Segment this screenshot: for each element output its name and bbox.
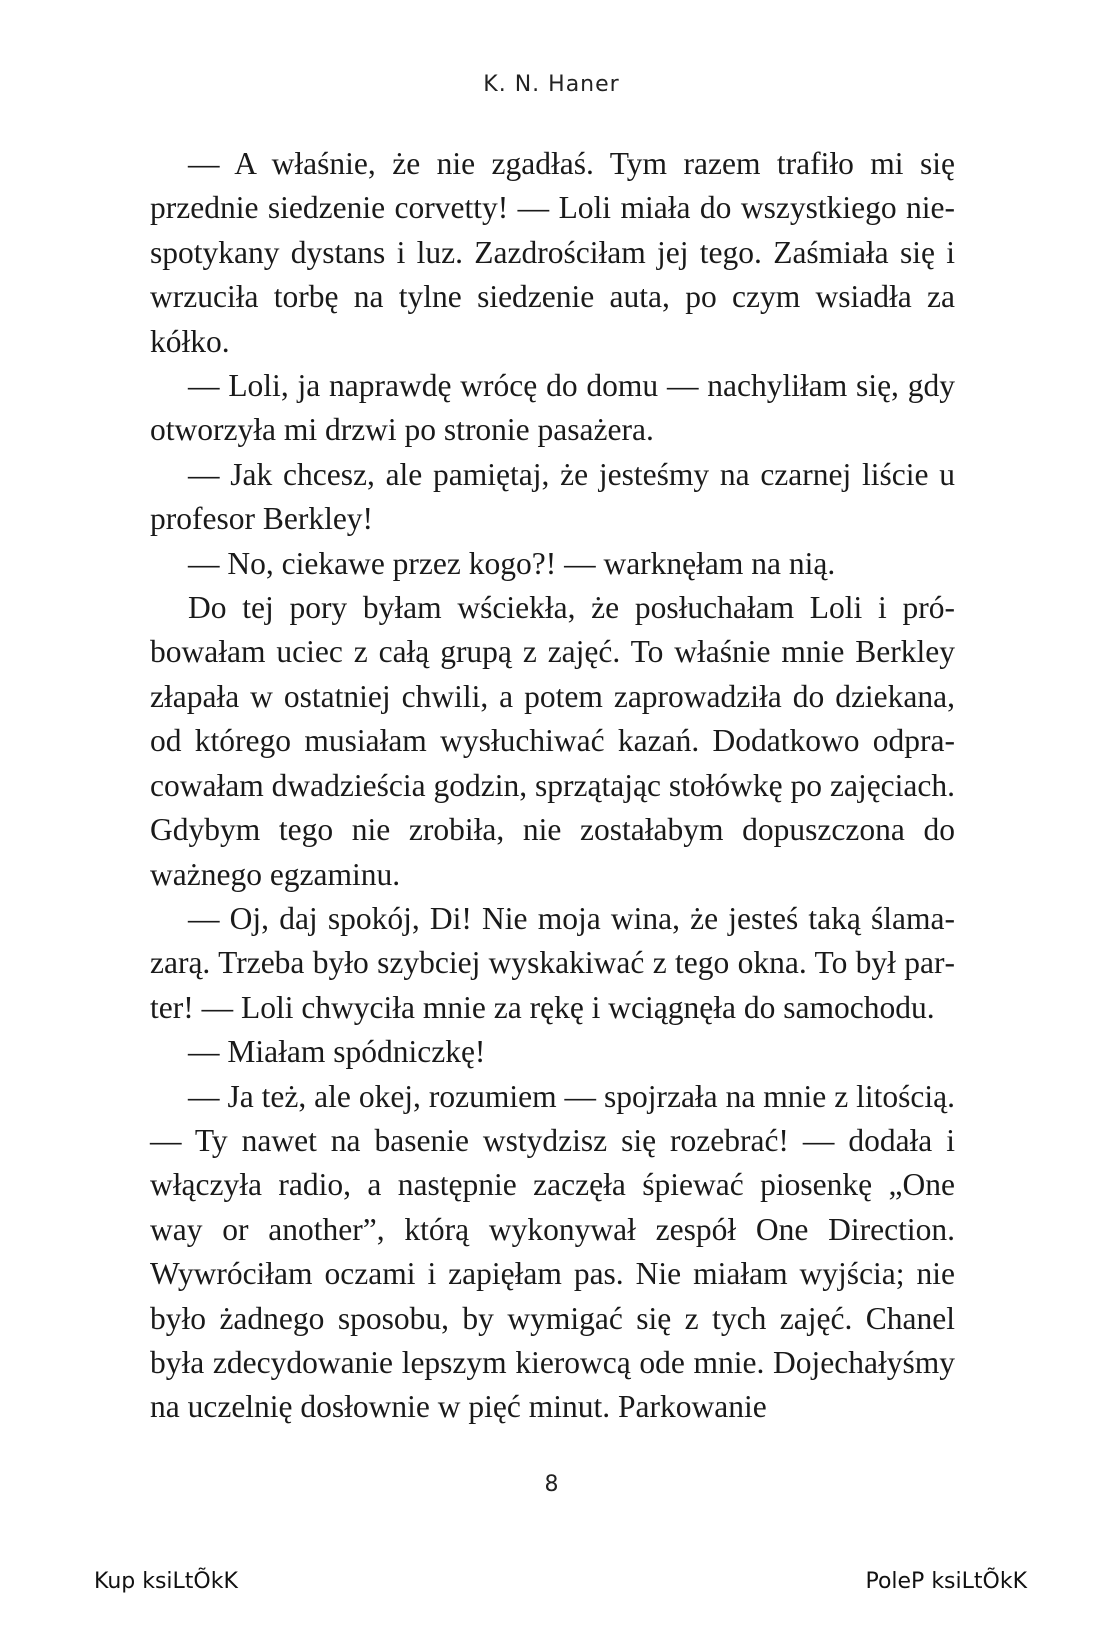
recommend-book-link[interactable]: PoleP ksiLtÕkK: [865, 1569, 1027, 1594]
paragraph: — No, ciekawe przez kogo?! — warknęłam na nią.: [188, 545, 836, 581]
buy-book-link[interactable]: Kup ksiLtÕkK: [94, 1569, 238, 1594]
paragraph: Do tej pory byłam wściekła, że posłuchałam Loli i próbowałam uciec z całą grupą z zajęć. To właśnie mnie Berkley złapała w ostatniej chwili, a potem zaprowadziła do dziekana, od którego musiałam wysłuchiwać kazań. Dodatkowo odpracowałam dwadzieścia godzin, sprzątając stołówkę po zajęciach. Gdybym tego nie zrobiła, nie zostałabym dopuszczona do ważnego egzaminu.: [150, 590, 955, 892]
paragraph: — Ja też, ale okej, rozumiem — spojrzała na mnie z litością. — Ty nawet na basenie wstydzisz się rozebrać! — dodała i włączyła radio, a następnie zaczęła śpiewać piosenkę „One way or another”, którą wykonywał zespół One Direction. Wywróciłam oczami i zapięłam pas. Nie miałam wyjścia; nie było żadnego sposobu, by wymigać się z tych zajęć. Chanel była zdecydowanie lepszym kierowcą ode mnie. Dojechałyśmy na uczelnię dosłownie w pięć minut. Parkowanie: [150, 1078, 955, 1425]
paragraph: — Oj, daj spokój, Di! Nie moja wina, że jesteś taką ślamazarą. Trzeba było szybciej wyskakiwać z tego okna. To był parter! — Loli chwyciła mnie za rękę i wciągnęła do samochodu.: [150, 900, 955, 1025]
paragraph: — Miałam spódniczkę!: [188, 1034, 486, 1070]
page-number: 8: [544, 1472, 559, 1497]
book-text-body: [150, 142, 955, 1430]
paragraph: — A właśnie, że nie zgadłaś. Tym razem trafiło mi się przednie siedzenie corvetty! — Loli miała do wszystkiego niespotykany dystans i luz. Zazdrościłam jej tego. Zaśmiała się i wrzuciła torbę na tylne siedzenie auta, po czym wsiadła za kółko.: [150, 146, 955, 359]
paragraph: — Jak chcesz, ale pamiętaj, że jesteśmy na czarnej liście u profesor Berkley!: [150, 456, 955, 537]
running-header-author: K. N. Haner: [483, 72, 620, 97]
paragraph: — Loli, ja naprawdę wrócę do domu — nachyliłam się, gdy otworzyła mi drzwi po stronie pasażera.: [150, 368, 955, 448]
